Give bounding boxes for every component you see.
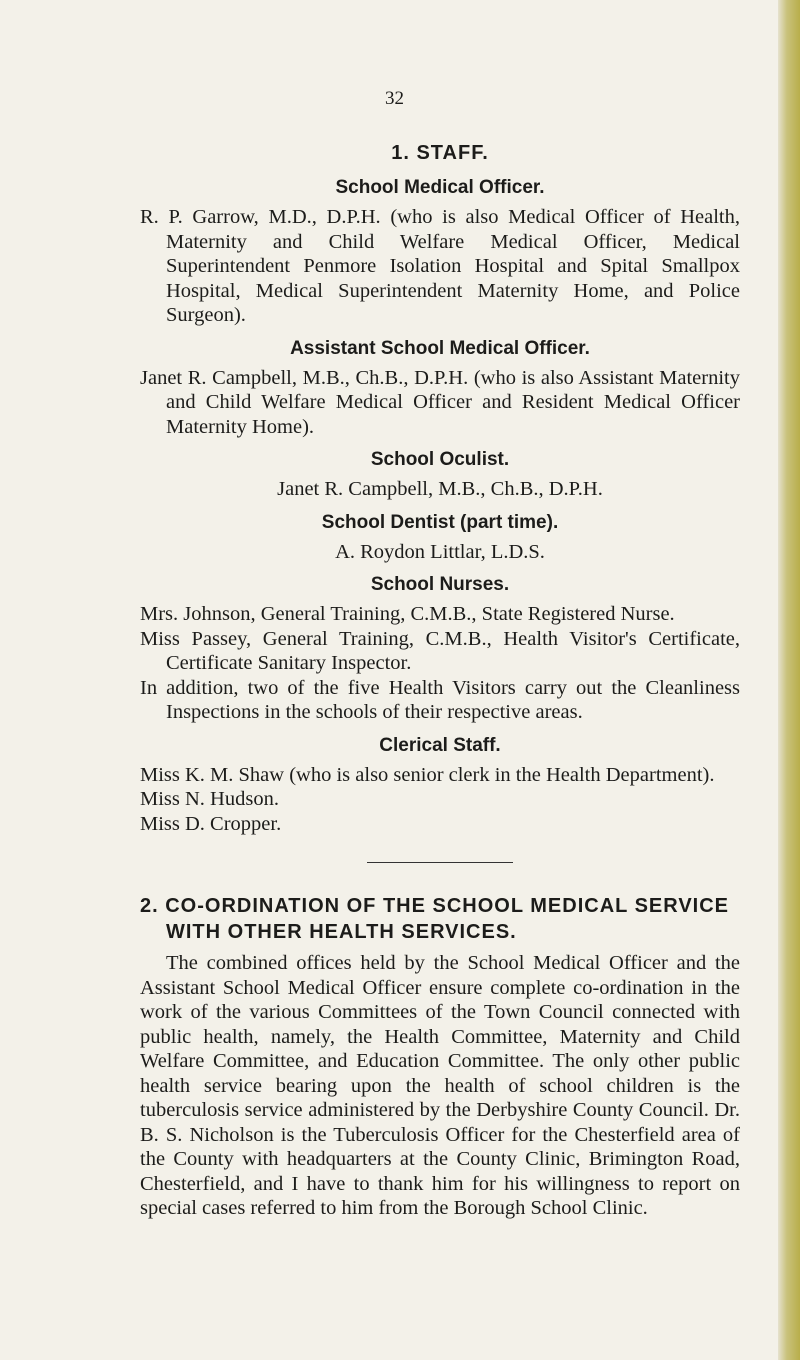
- clerical-heading: Clerical Staff.: [379, 734, 501, 756]
- asmo-heading: Assistant School Medical Officer.: [290, 337, 590, 359]
- dentist-heading: School Dentist (part time).: [321, 511, 559, 533]
- clerk-entry: Miss D. Cropper.: [140, 812, 282, 835]
- clerk-entry: Miss N. Hudson.: [140, 788, 279, 810]
- nurses-heading: School Nurses.: [370, 574, 510, 595]
- page-edge: [778, 0, 800, 1360]
- section-2-title: 2. CO-ORDINATION OF THE SCHOOL MEDICAL SERVICE WITH OTHER HEALTH SERVICES.: [140, 895, 730, 943]
- oculist-text: Janet R. Campbell, M.B., Ch.B., D.P.H.: [277, 478, 603, 500]
- smo-heading: School Medical Officer.: [335, 177, 545, 198]
- clerk-entry: Miss K. M. Shaw (who is also senior clerk in the Health Department).: [140, 763, 715, 786]
- page-number: 32: [385, 88, 404, 109]
- section-1-title: 1. STAFF.: [391, 142, 489, 164]
- nurse-entry: Mrs. Johnson, General Training, C.M.B., State Registered Nurse.: [140, 603, 675, 625]
- nurse-entry: Miss Passey, General Training, C.M.B., Health Visitor's Certificate, Certificate Sanitary Inspector.: [140, 627, 740, 674]
- asmo-text: Janet R. Campbell, M.B., Ch.B., D.P.H. (who is also Assistant Maternity and Child Welfare Medical Officer and Resident Medical Officer Maternity Home).: [140, 366, 740, 438]
- section-divider: [367, 862, 513, 863]
- dentist-text: A. Roydon Littlar, L.D.S.: [335, 540, 545, 563]
- document-body: [140, 142, 740, 1221]
- nurse-entry: In addition, two of the five Health Visitors carry out the Cleanliness Inspections in the schools of their respective areas.: [140, 676, 740, 723]
- section-2-paragraph: The combined offices held by the School Medical Officer and the Assistant School Medical Officer ensure complete co-ordination in the work of the various Committees of the Town Council connected with public health, namely, the Health Committee, Maternity and Child Welfare Committee, and Education Committee. The only other public health service bearing upon the health of school children is the tuberculosis service administered by the Derbyshire County Council. Dr. B. S. Nicholson is the Tuberculosis Officer for the Chesterfield area of the County with headquarters at the County Clinic, Brimington Road, Chesterfield, and I have to thank him for his willingness to report on special cases referred to him from the Borough School Clinic.: [140, 952, 740, 1219]
- smo-text: R. P. Garrow, M.D., D.P.H. (who is also Medical Officer of Health, Maternity and Child Welfare Medical Officer, Medical Superintendent Penmore Isolation Hospital and Spital Smallpox Hospital, Medical Superintendent Maternity Home, and Police Surgeon).: [140, 206, 740, 326]
- oculist-heading: School Oculist.: [370, 449, 510, 470]
